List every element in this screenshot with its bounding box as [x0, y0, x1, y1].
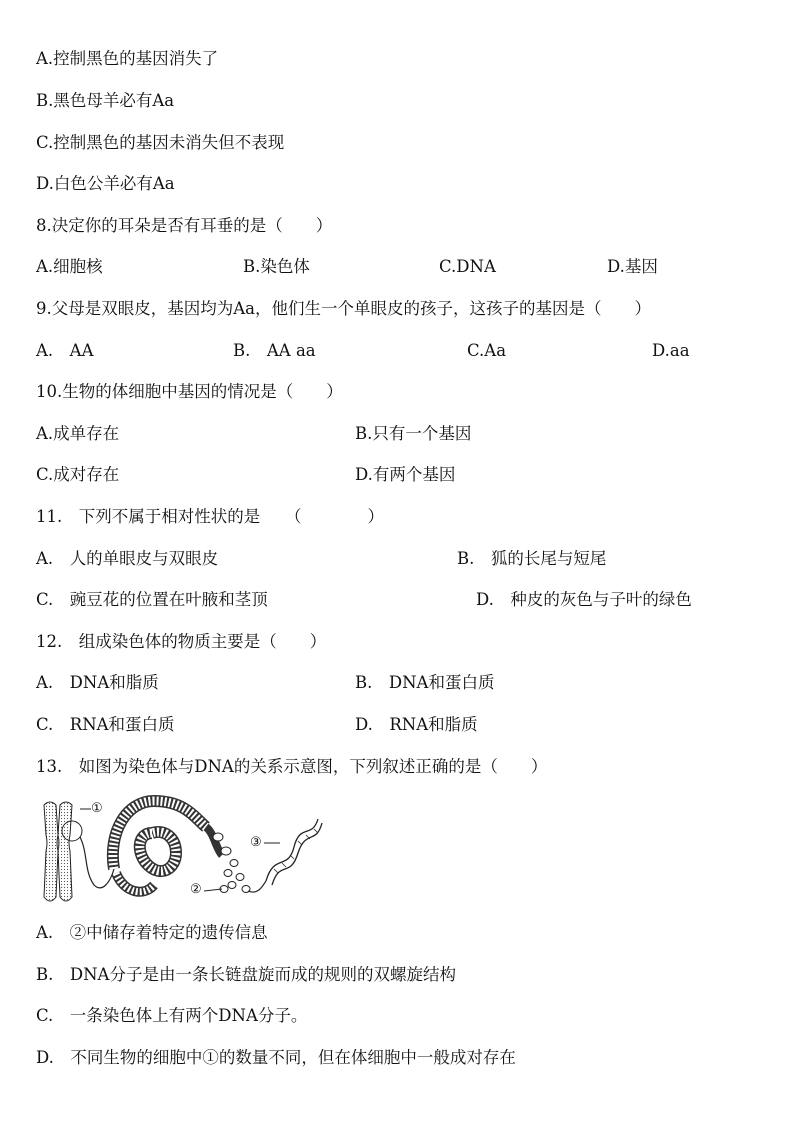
q8-option-c: C.DNA — [439, 257, 496, 276]
q11-stem: 11. 下列不属于相对性状的是 （ ） — [36, 507, 384, 526]
q13-option-a: A. ②中储存着特定的遗传信息 — [36, 923, 268, 942]
q9-stem: 9.父母是双眼皮，基因均为Aa，他们生一个单眼皮的孩子，这孩子的基因是（ ） — [36, 299, 651, 318]
q12-option-b: B. DNA和蛋白质 — [355, 673, 495, 692]
q11-option-d: D. 种皮的灰色与子叶的绿色 — [476, 590, 692, 609]
double-helix — [266, 819, 322, 885]
q8-option-a: A.细胞核 — [36, 257, 103, 276]
q11-option-b: B. 狐的长尾与短尾 — [457, 549, 607, 568]
chromosome-dna-diagram — [36, 793, 336, 913]
q7-option-c: C.控制黑色的基因未消失但不表现 — [36, 133, 285, 152]
label-one: ① — [91, 801, 103, 816]
q9-option-c: C.Aa — [467, 341, 507, 360]
q11-option-c: C. 豌豆花的位置在叶腋和茎顶 — [36, 590, 268, 609]
q9-option-b: B. AA aa — [233, 341, 316, 360]
q13-stem: 13. 如图为染色体与DNA的关系示意图，下列叙述正确的是（ ） — [36, 757, 548, 776]
chromosome-dna-illustration — [36, 793, 336, 913]
q12-option-a: A. DNA和脂质 — [36, 673, 159, 692]
q12-option-d: D. RNA和脂质 — [355, 715, 478, 734]
q9-option-d: D.aa — [652, 341, 690, 360]
coiled-chromatin — [113, 801, 222, 892]
label-three: ③ — [250, 835, 262, 850]
q7-option-d: D.白色公羊必有Aa — [36, 174, 175, 193]
q8-option-b: B.染色体 — [243, 257, 310, 276]
q12-option-c: C. RNA和蛋白质 — [36, 715, 175, 734]
q10-option-c: C.成对存在 — [36, 465, 120, 484]
q7-option-b: B.黑色母羊必有Aa — [36, 91, 175, 110]
q10-option-a: A.成单存在 — [36, 424, 120, 443]
q11-option-a: A. 人的单眼皮与双眼皮 — [36, 549, 219, 568]
q13-option-b: B. DNA分子是由一条长链盘旋而成的规则的双螺旋结构 — [36, 965, 456, 984]
q13-option-c: C. 一条染色体上有两个DNA分子。 — [36, 1006, 308, 1025]
q8-option-d: D.基因 — [607, 257, 658, 276]
q8-stem: 8.决定你的耳朵是否有耳垂的是（ ） — [36, 216, 333, 235]
q10-stem: 10.生物的体细胞中基因的情况是（ ） — [36, 382, 343, 401]
q7-option-a: A.控制黑色的基因消失了 — [36, 49, 219, 68]
q10-option-d: D.有两个基因 — [355, 465, 456, 484]
q13-option-d: D. 不同生物的细胞中①的数量不同，但在体细胞中一般成对存在 — [36, 1048, 516, 1067]
q10-option-b: B.只有一个基因 — [355, 424, 472, 443]
q9-option-a: A. AA — [36, 341, 94, 360]
label-two: ② — [190, 882, 202, 897]
q12-stem: 12. 组成染色体的物质主要是（ ） — [36, 632, 327, 651]
